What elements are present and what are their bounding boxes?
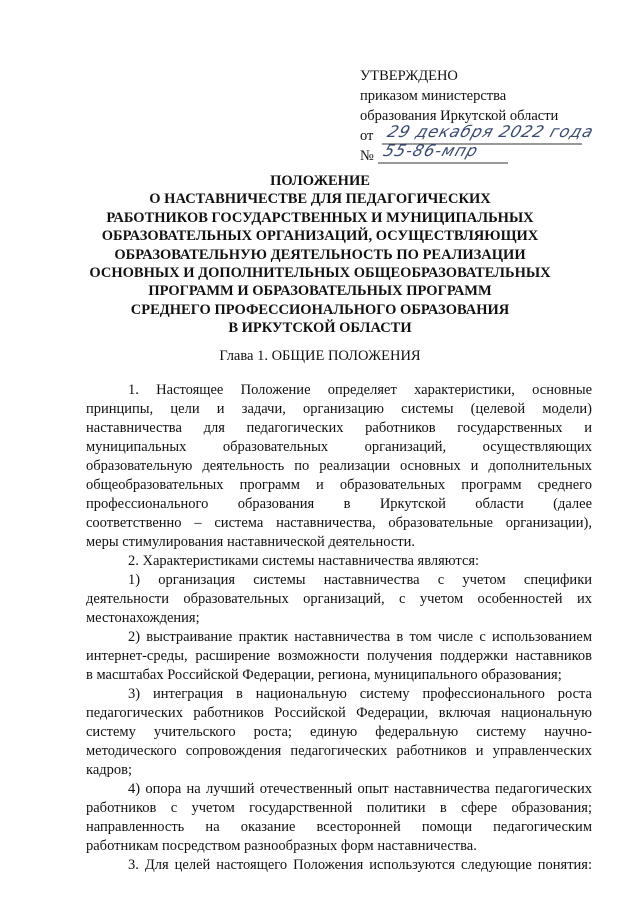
title-line: О НАСТАВНИЧЕСТВЕ ДЛЯ ПЕДАГОГИЧЕСКИХ xyxy=(149,191,491,208)
approval-approved: УТВЕРЖДЕНО xyxy=(360,68,458,84)
body-line: направленность на оказание всесторонней помощи педагогическим xyxy=(86,819,592,835)
approval-ministry: образования Иркутской области xyxy=(360,108,559,124)
handwritten-date-text: 29 декабря 2022 года xyxy=(385,122,597,141)
body-line: наставничества для педагогических работников государственных и xyxy=(86,420,592,436)
handwritten-number xyxy=(378,140,628,170)
title-line: ОСНОВНЫХ И ДОПОЛНИТЕЛЬНЫХ ОБЩЕОБРАЗОВАТЕЛЬНЫХ xyxy=(89,265,551,282)
body-line: 2. Характеристиками системы наставничества являются: xyxy=(128,553,480,569)
body-line: муниципальных образовательных организаций, осуществляющих xyxy=(86,439,592,455)
approval-number-line xyxy=(360,141,630,166)
title-line: СРЕДНЕГО ПРОФЕССИОНАЛЬНОГО ОБРАЗОВАНИЯ xyxy=(130,301,510,318)
title-line: ОБРАЗОВАТЕЛЬНУЮ ДЕЯТЕЛЬНОСТЬ ПО РЕАЛИЗАЦИИ xyxy=(114,246,526,263)
body-line: меры стимулирования наставнической деятельности. xyxy=(86,534,415,550)
body-line: 4) опора на лучший отечественный опыт наставничества педагогических xyxy=(128,781,592,797)
handwritten-number-text: 55-86-мпр xyxy=(381,141,482,160)
body-line: 3. Для целей настоящего Положения используются следующие понятия: xyxy=(128,857,592,873)
approval-number-prefix: № xyxy=(360,148,374,164)
title-line: В ИРКУТСКОЙ ОБЛАСТИ xyxy=(228,320,412,337)
title-line: РАБОТНИКОВ ГОСУДАРСТВЕННЫХ И МУНИЦИПАЛЬНЫХ xyxy=(106,209,534,226)
body-line: методического сопровождения педагогических работников и управленческих xyxy=(86,743,592,759)
chapter-heading: Глава 1. ОБЩИЕ ПОЛОЖЕНИЯ xyxy=(219,348,421,364)
body-line: деятельности образовательных организаций, с учетом особенностей их xyxy=(86,591,592,607)
title-line: ОБРАЗОВАТЕЛЬНЫХ ОРГАНИЗАЦИЙ, ОСУЩЕСТВЛЯЮЩИХ xyxy=(101,228,539,245)
body-line: профессионального образования в Иркутской области (далее xyxy=(86,496,592,512)
body-line: принципы, цели и задачи, организацию системы (целевой модели) xyxy=(86,401,592,417)
body-line: кадров; xyxy=(86,762,133,778)
approval-block xyxy=(360,66,630,166)
body-line: педагогических работников Российской Федерации, включая национальную xyxy=(86,705,592,721)
body-line: 3) интеграция в национальную систему профессионального роста xyxy=(128,686,592,702)
body-line: 2) выстраивание практик наставничества в том числе с использованием xyxy=(128,629,592,645)
body-line: местонахождения; xyxy=(86,610,200,626)
body-line: 1) организация системы наставничества с учетом специфики xyxy=(128,572,592,588)
body-line: работников с учетом государственной политики в сфере образования; xyxy=(86,800,592,816)
body-line: работникам посредством разнообразных форм наставничества. xyxy=(86,838,477,854)
body-line: образовательную деятельность по реализации основных и дополнительных xyxy=(86,458,592,474)
title-line: ПОЛОЖЕНИЕ xyxy=(270,173,370,189)
body-line: интернет-среды, расширение возможности получения поддержки наставников xyxy=(86,648,592,664)
document-title xyxy=(20,172,620,338)
body-line: соответственно – система наставничества, образовательные организации), xyxy=(86,515,592,531)
body-line: систему учительского роста; единую федеральную систему научно- xyxy=(86,724,592,740)
approval-date-prefix: от xyxy=(360,128,374,144)
body-line: общеобразовательных программ и образовательных программ среднего xyxy=(86,477,592,493)
title-line: ПРОГРАММ И ОБРАЗОВАТЕЛЬНЫХ ПРОГРАММ xyxy=(148,283,492,300)
approval-order: приказом министерства xyxy=(360,88,507,104)
body-line: в масштабах Российской Федерации, региона, муниципального образования; xyxy=(86,667,562,683)
body-line: 1. Настоящее Положение определяет характеристики, основные xyxy=(128,382,592,398)
